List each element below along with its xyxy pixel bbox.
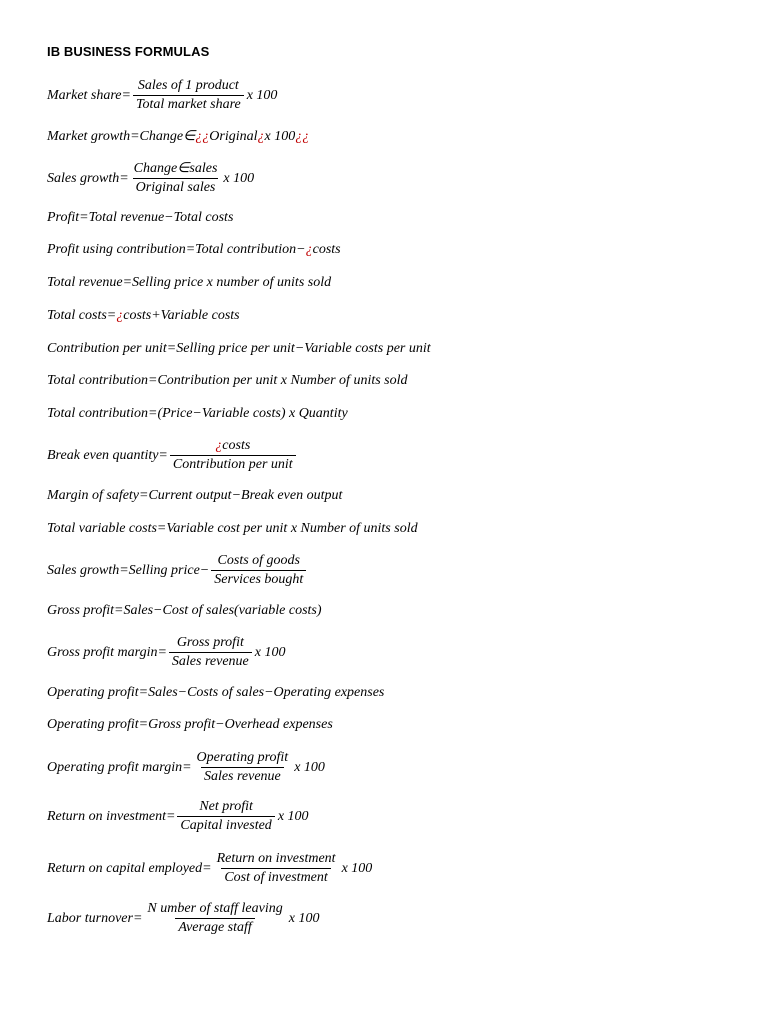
formula-lhs: Return on investment=	[47, 808, 176, 824]
fraction-numerator: Costs of goods	[217, 553, 301, 568]
fraction-denominator: Total market share	[133, 95, 244, 113]
formula-suffix: x 100	[246, 87, 278, 103]
fraction-numerator: Operating profit	[196, 750, 289, 765]
fraction-numerator: Return on investment	[216, 851, 336, 866]
formula-error-glyph: ¿¿	[195, 128, 210, 144]
fraction-numerator: Sales of 1 product	[137, 78, 239, 93]
numerator-text: costs	[222, 438, 251, 453]
formula-labor-turnover	[47, 901, 319, 936]
formula-margin-of-safety	[47, 488, 342, 504]
formula-text: Operating profit=Sales−Costs of sales−Operating expenses	[47, 685, 385, 700]
formula-text: Profit using contribution=Total contribution−	[47, 242, 306, 257]
fraction	[177, 799, 274, 834]
formula-lhs: Labor turnover=	[47, 910, 143, 926]
formula-error-glyph: ¿	[116, 308, 124, 323]
fraction	[131, 161, 221, 196]
formula-text: Profit=Total revenue−Total costs	[47, 210, 234, 225]
formula-text: costs	[312, 242, 341, 257]
fraction-numerator	[212, 438, 253, 455]
fraction-denominator: Sales revenue	[201, 767, 284, 785]
formula-text: Total variable costs=Variable cost per unit x Number of units sold	[47, 521, 418, 536]
formula-market-share	[47, 78, 277, 113]
formula-break-even-quantity	[47, 438, 299, 473]
fraction-numerator: Change∈sales	[133, 161, 218, 176]
fraction-denominator: Capital invested	[177, 816, 274, 834]
fraction-denominator: Contribution per unit	[170, 455, 296, 473]
formula-suffix: x 100	[254, 644, 286, 660]
formula-text: Total costs=	[47, 308, 117, 323]
formula-total-costs	[47, 308, 240, 324]
formula-return-on-investment	[47, 799, 309, 834]
formula-total-variable-costs	[47, 521, 418, 537]
formula-sales-growth	[47, 161, 254, 196]
formula-contribution-per-unit	[47, 341, 431, 357]
fraction	[194, 750, 292, 785]
formula-text: Total contribution=(Price−Variable costs) x Quantity	[47, 406, 348, 421]
formula-lhs: Return on capital employed=	[47, 860, 212, 876]
page-title: IB BUSINESS FORMULAS	[47, 44, 210, 59]
formula-lhs: Sales growth=	[47, 170, 129, 186]
formula-gross-profit-margin	[47, 635, 285, 670]
formula-operating-profit-margin	[47, 750, 325, 785]
formula-error-glyph: ¿	[257, 128, 265, 144]
formula-suffix: x 100	[288, 910, 320, 926]
fraction	[211, 553, 306, 588]
fraction	[144, 901, 285, 936]
fraction-numerator: Net profit	[199, 799, 253, 814]
formula-profit	[47, 210, 233, 226]
formula-text: Market growth=Change∈	[47, 129, 196, 144]
formula-text: Total revenue=Selling price x number of units sold	[47, 275, 332, 290]
formula-lhs: Gross profit margin=	[47, 644, 167, 660]
fraction-denominator: Original sales	[133, 178, 219, 196]
fraction-numerator: Gross profit	[176, 635, 244, 650]
formula-text: Operating profit=Gross profit−Overhead expenses	[47, 717, 333, 732]
formula-error-glyph: ¿	[305, 242, 313, 257]
fraction	[214, 851, 339, 886]
formula-operating-profit-gross	[47, 717, 333, 733]
fraction-denominator: Services bought	[211, 570, 306, 588]
formula-return-on-capital-employed	[47, 851, 372, 886]
fraction-denominator: Cost of investment	[221, 868, 330, 886]
formula-total-contribution	[47, 373, 408, 389]
formula-total-contribution-quantity	[47, 406, 348, 422]
formula-text: Original	[209, 128, 258, 144]
fraction	[169, 635, 252, 670]
formula-lhs: Sales growth=Selling price−	[47, 562, 210, 578]
formula-text: Total contribution=Contribution per unit x Number of units sold	[47, 373, 408, 388]
formula-lhs: Market share=	[47, 87, 131, 103]
formula-lhs: Break even quantity=	[47, 447, 168, 463]
formula-error-glyph: ¿	[215, 438, 223, 453]
formula-text: x 100	[264, 128, 296, 144]
formula-text: Contribution per unit=Selling price per unit−Variable costs per unit	[47, 341, 431, 356]
formula-suffix: x 100	[341, 860, 373, 876]
fraction-denominator: Average staff	[175, 918, 255, 936]
formula-suffix: x 100	[277, 808, 309, 824]
formula-profit-contribution	[47, 242, 341, 258]
formula-text: Gross profit=Sales−Cost of sales(variable costs)	[47, 603, 322, 618]
fraction	[170, 438, 296, 473]
formula-sales-growth-selling-price	[47, 553, 309, 588]
fraction-denominator: Sales revenue	[169, 652, 252, 670]
formula-market-growth	[47, 128, 309, 145]
formula-suffix: x 100	[223, 170, 255, 186]
formula-gross-profit	[47, 603, 322, 619]
formula-operating-profit	[47, 685, 384, 701]
fraction	[133, 78, 244, 113]
formula-suffix: x 100	[294, 759, 325, 775]
formula-text: costs+Variable costs	[123, 308, 240, 323]
formula-text: Margin of safety=Current output−Break even output	[47, 488, 343, 503]
formula-lhs: Operating profit margin=	[47, 759, 192, 775]
fraction-numerator: N umber of staff leaving	[147, 901, 283, 916]
formula-total-revenue	[47, 275, 331, 291]
formula-error-glyph: ¿¿	[295, 128, 310, 144]
